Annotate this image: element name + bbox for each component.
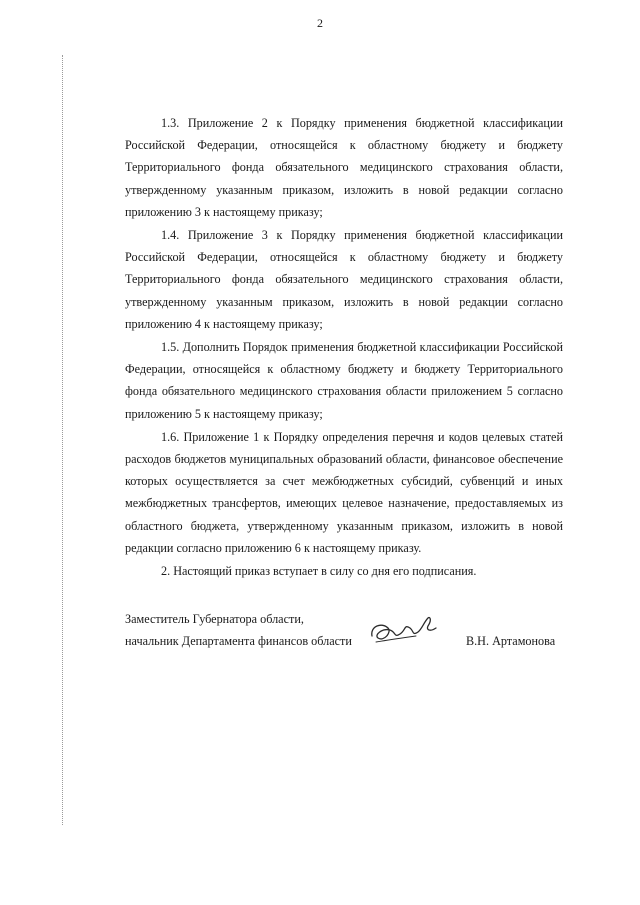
paragraph-1-5: 1.5. Дополнить Порядок применения бюджетной классификации Российской Федерации, относящейся к областному бюджету и бюджету Территориального фонда обязательного медицинского страхования области приложением 5 согласно приложению 5 к настоящему приказу; (125, 340, 563, 421)
signatory-name: В.Н. Артамонова (466, 634, 556, 648)
signatory-position-line-2: начальник Департамента финансов области (125, 634, 352, 648)
paragraph-1-4: 1.4. Приложение 3 к Порядку применения бюджетной классификации Российской Федерации, относящейся к областному бюджету и бюджету Территориального фонда обязательного медицинского страхования области, утвержденному указанным приказом, изложить в новой редакции согласно приложению 4 к настоящему приказу; (125, 228, 563, 331)
paragraph-1-3: 1.3. Приложение 2 к Порядку применения бюджетной классификации Российской Федерации, относящейся к областному бюджету и бюджету Территориального фонда обязательного медицинского страхования области, утвержденному указанным приказом, изложить в новой редакции согласно приложению 3 к настоящему приказу; (125, 116, 563, 219)
document-body (125, 112, 563, 582)
signatory-position-line-1: Заместитель Губернатора области, (125, 612, 304, 626)
handwritten-signature (368, 612, 440, 648)
page-number: 2 (317, 16, 323, 30)
paragraph-1-6: 1.6. Приложение 1 к Порядку определения перечня и кодов целевых статей расходов бюджетов муниципальных образований области, финансовое обеспечение которых осуществляется за счет межбюджетных субсидий, субвенций и иных межбюджетных трансфертов, имеющих целевое назначение, предоставляемых из областного бюджета, утвержденному указанным приказом, изложить в новой редакции согласно приложению 6 к настоящему приказу. (125, 429, 563, 555)
margin-dotted-line (62, 55, 63, 825)
paragraph-2: 2. Настоящий приказ вступает в силу со дня его подписания. (161, 564, 477, 579)
